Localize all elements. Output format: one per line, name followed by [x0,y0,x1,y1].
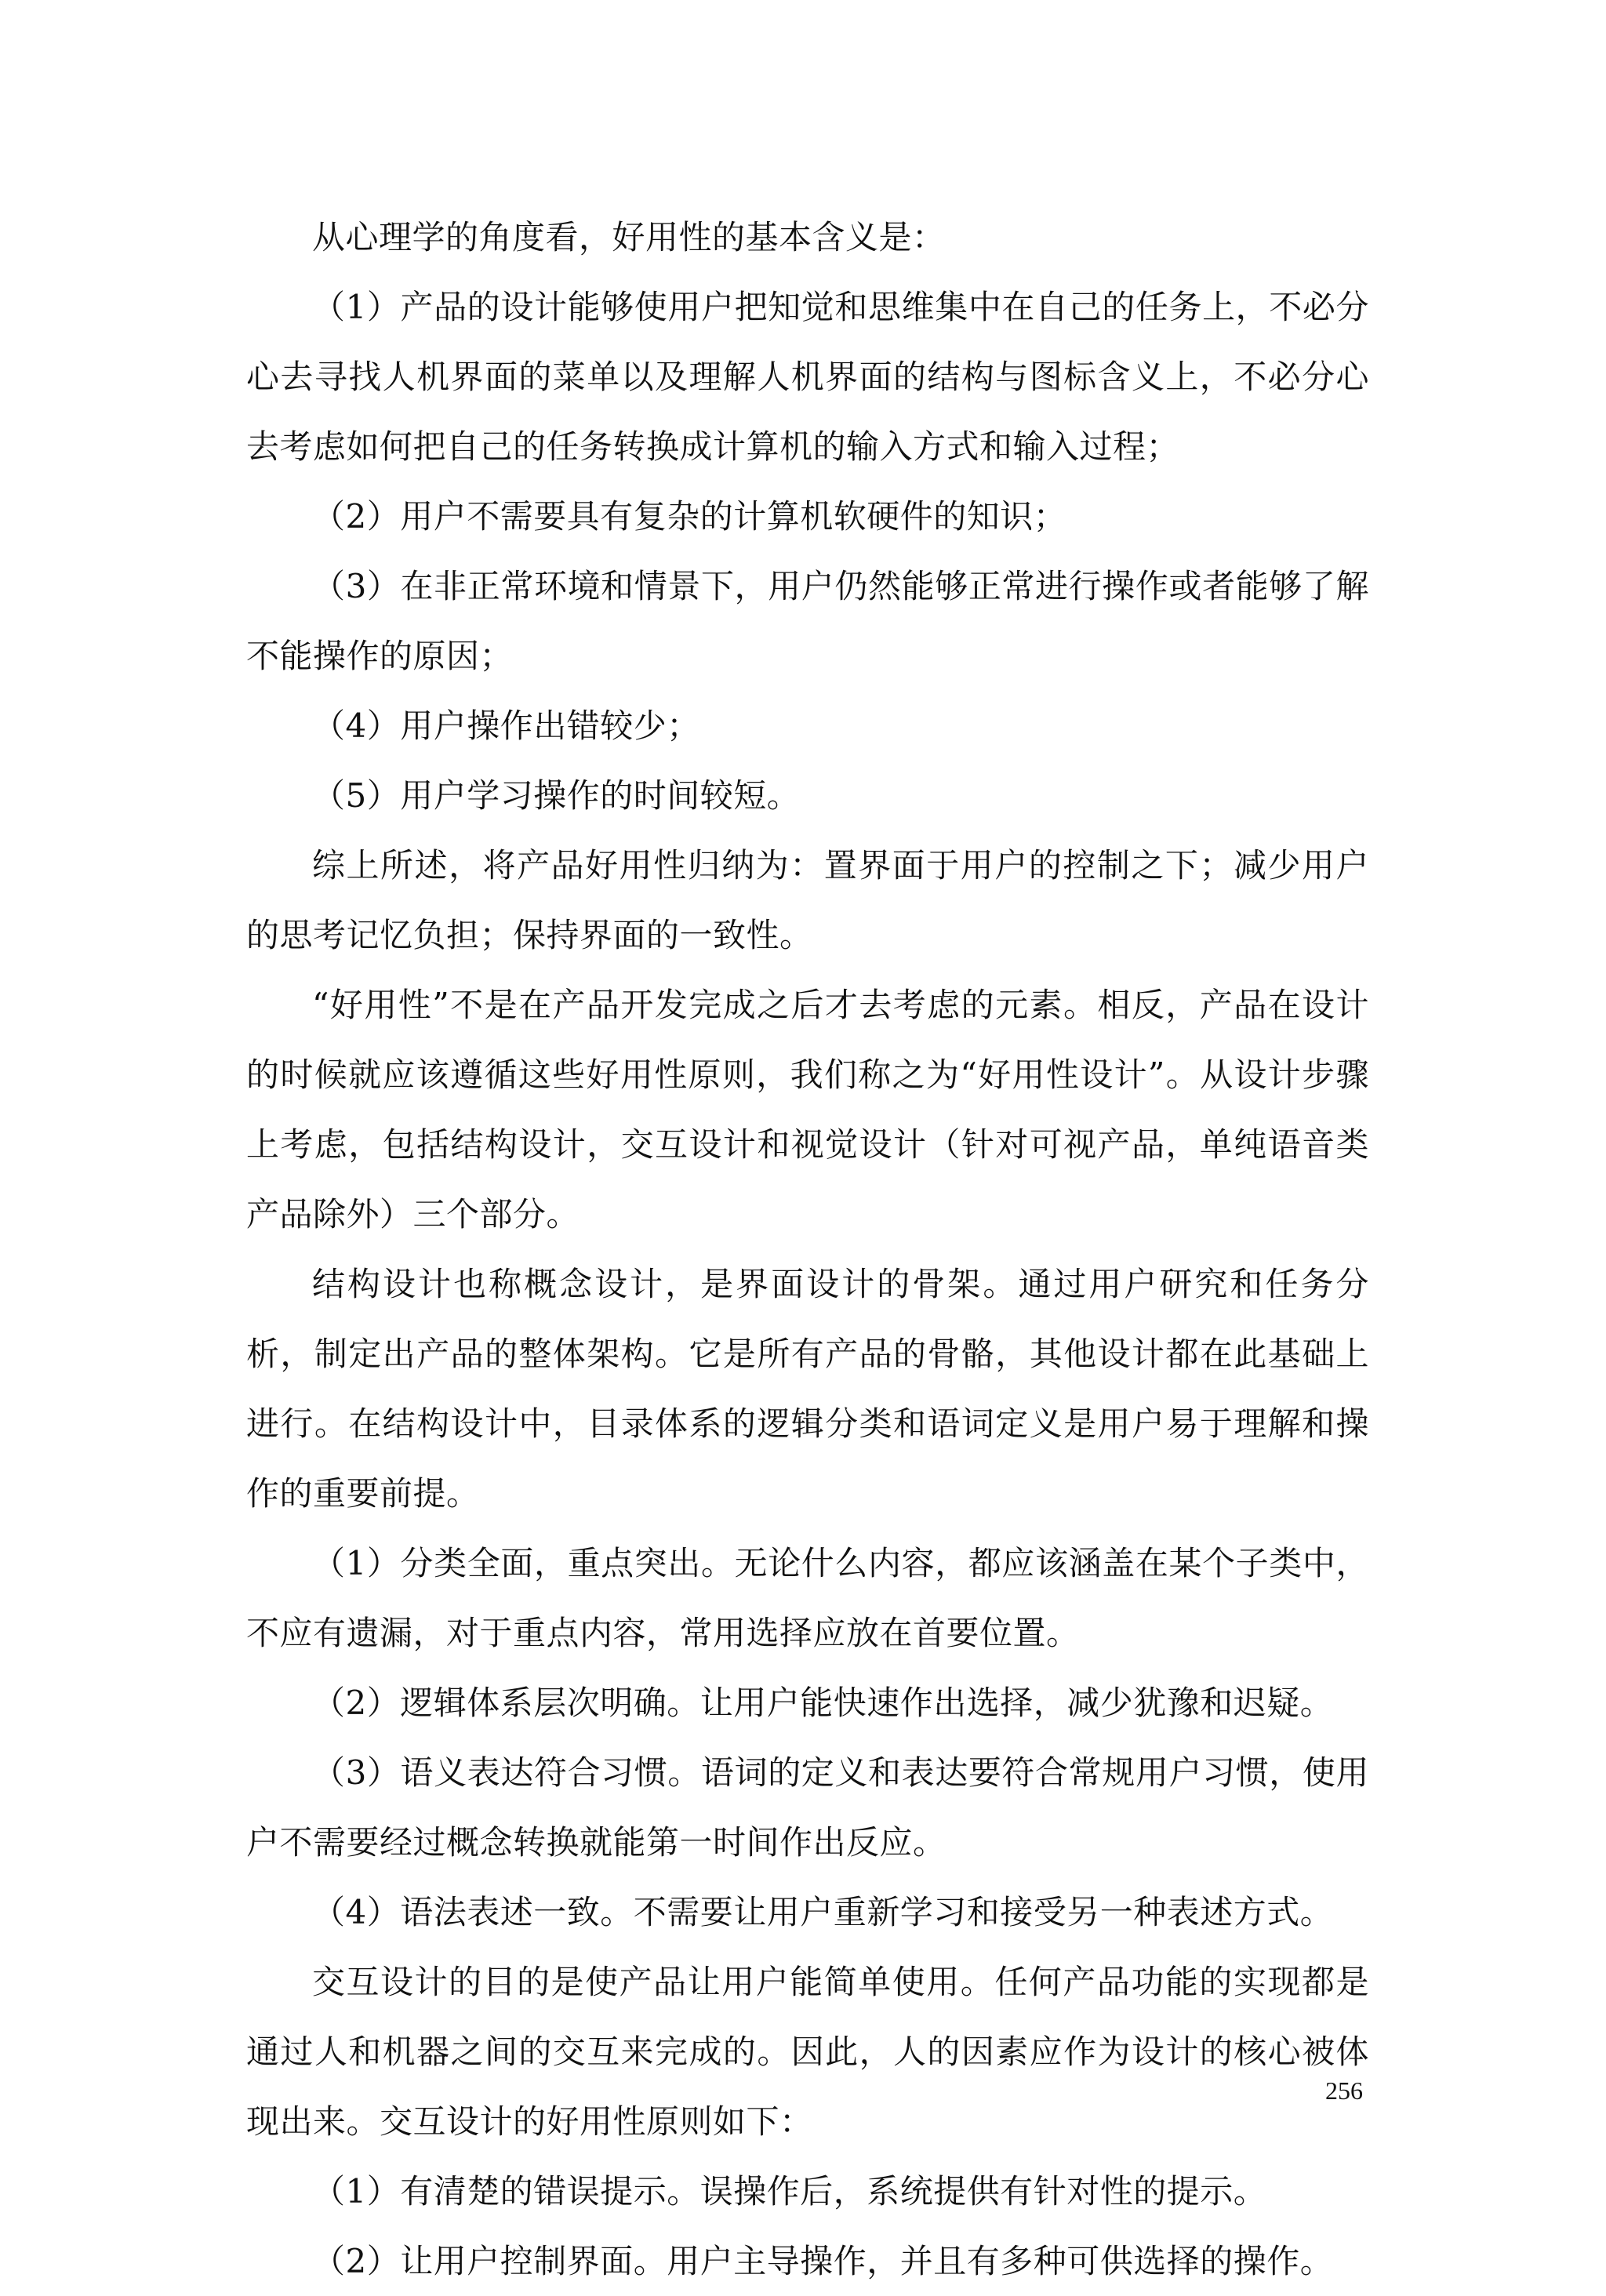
page-body [246,202,1369,2296]
page-number: 256 [1325,2076,1363,2105]
paragraph: （1）分类全面，重点突出。无论什么内容，都应该涵盖在某个子类中，不应有遗漏，对于重点内容，常用选择应放在首要位置。 [246,1544,1369,1652]
paragraph: （4）语法表述一致。不需要让用户重新学习和接受另一种表述方式。 [312,1893,1334,1931]
paragraph: 综上所述，将产品好用性归纳为：置界面于用户的控制之下；减少用户的思考记忆负担；保持界面的一致性。 [246,846,1369,954]
paragraph: 交互设计的目的是使产品让用户能简单使用。任何产品功能的实现都是通过人和机器之间的交互来完成的。因此，人的因素应作为设计的核心被体现出来。交互设计的好用性原则如下： [246,1963,1369,2141]
paragraph: （2）用户不需要具有复杂的计算机软硬件的知识； [312,497,1067,536]
paragraph: （3）语义表达符合习惯。语词的定义和表达要符合常规用户习惯，使用户不需要经过概念转换就能第一时间作出反应。 [246,1753,1369,1862]
paragraph: （3）在非正常环境和情景下，用户仍然能够正常进行操作或者能够了解不能操作的原因； [246,567,1369,675]
paragraph: （2）让用户控制界面。用户主导操作，并且有多种可供选择的操作。 [312,2242,1334,2280]
paragraph: （1）产品的设计能够使用户把知觉和思维集中在自己的任务上，不必分心去寻找人机界面的菜单以及理解人机界面的结构与图标含义上，不必分心去考虑如何把自己的任务转换成计算机的输入方式和输入过程； [246,288,1369,466]
paragraph: 结构设计也称概念设计，是界面设计的骨架。通过用户研究和任务分析，制定出产品的整体架构。它是所有产品的骨骼，其他设计都在此基础上进行。在结构设计中，目录体系的逻辑分类和语词定义是用户易于理解和操作的重要前提。 [246,1265,1369,1513]
paragraph: 从心理学的角度看，好用性的基本含义是： [312,218,946,256]
paragraph: （2）逻辑体系层次明确。让用户能快速作出选择，减少犹豫和迟疑。 [312,1684,1334,1722]
paragraph: “好用性”不是在产品开发完成之后才去考虑的元素。相反，产品在设计的时候就应该遵循这些好用性原则，我们称之为“好用性设计”。从设计步骤上考虑，包括结构设计，交互设计和视觉设计（针对可视产品，单纯语音类产品除外）三个部分。 [246,986,1369,1233]
paragraph: （4）用户操作出错较少； [312,707,700,745]
paragraph: （5）用户学习操作的时间较短。 [312,776,801,815]
paragraph: （1）有清楚的错误提示。误操作后，系统提供有针对性的提示。 [312,2172,1267,2211]
